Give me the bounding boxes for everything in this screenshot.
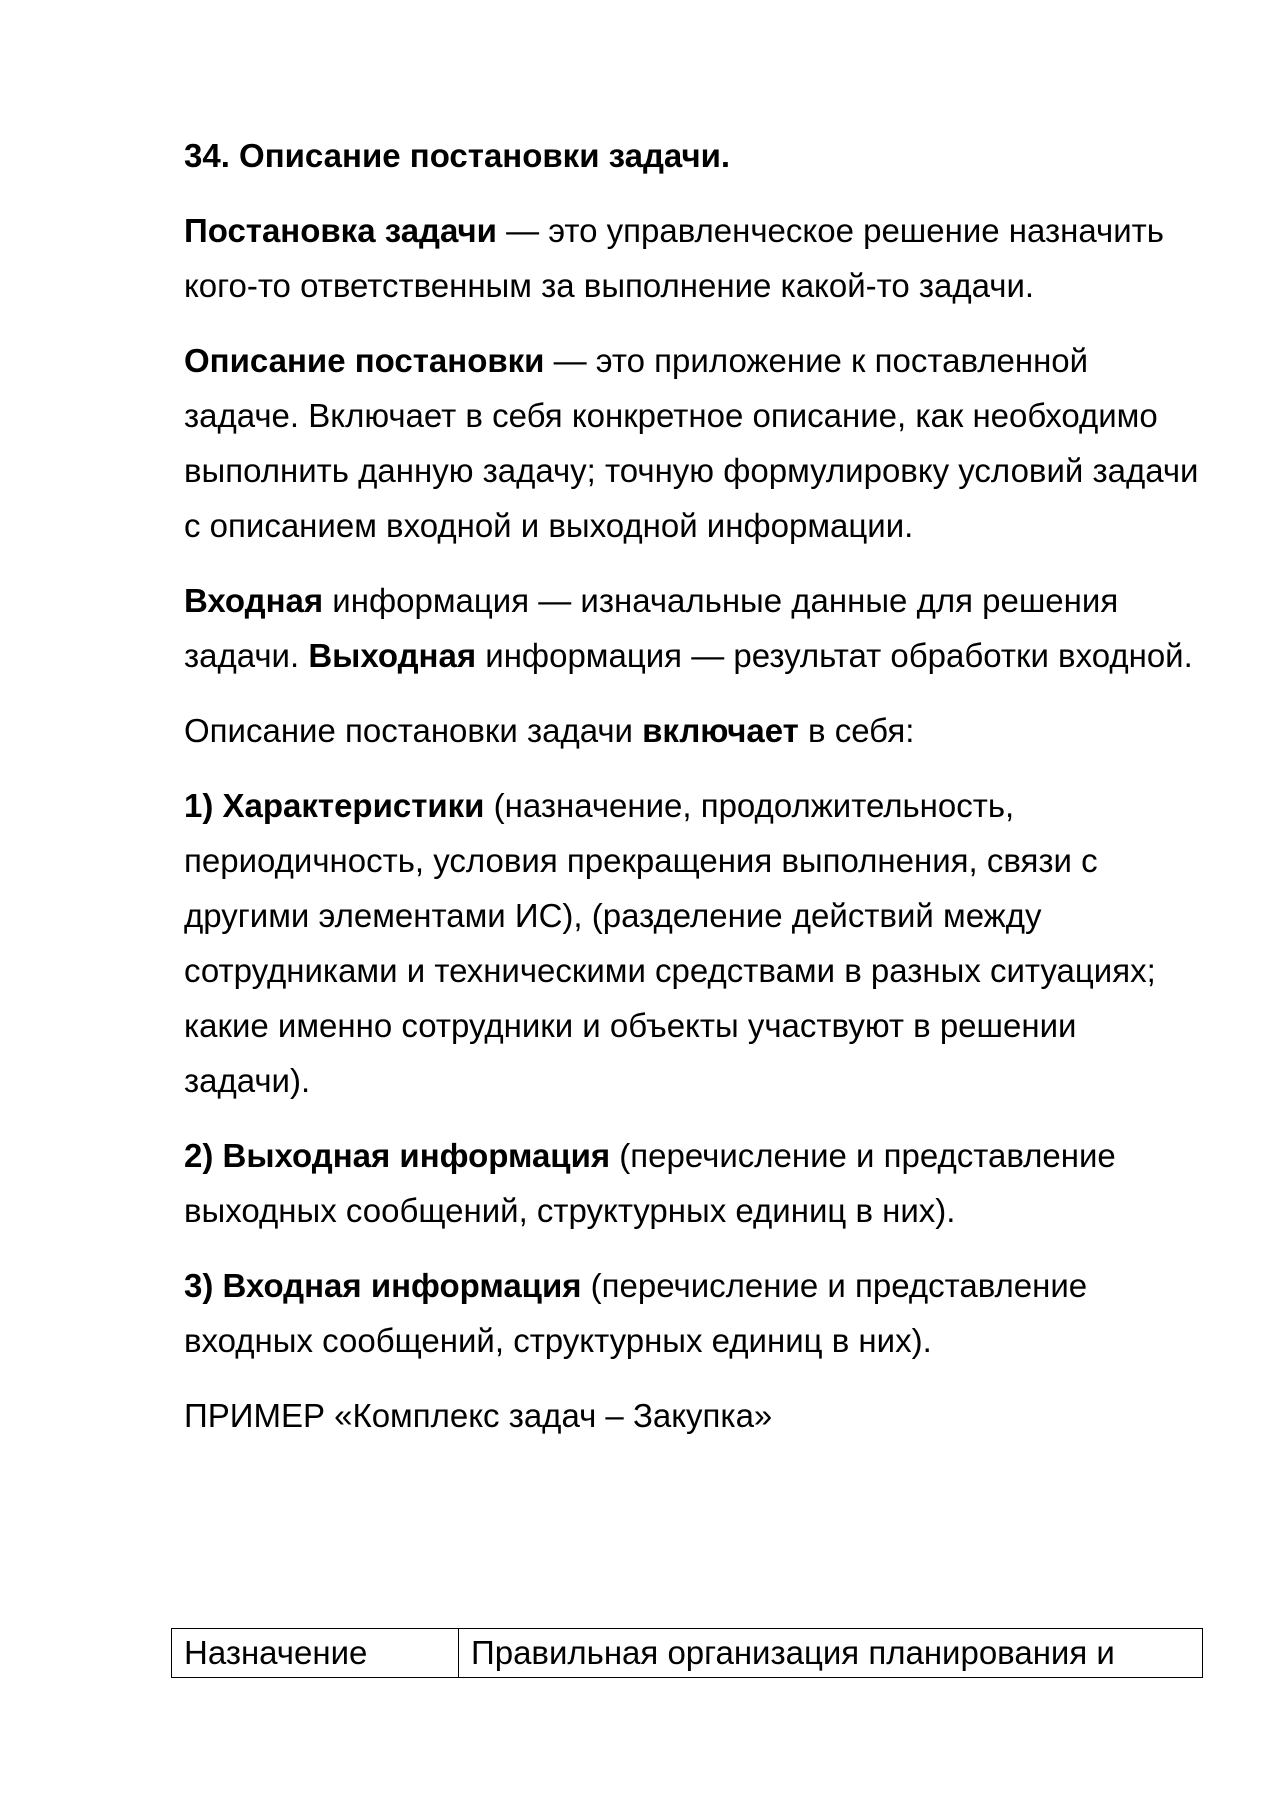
paragraph-includes (184, 703, 1204, 758)
term-description: Описание постановки (184, 342, 545, 379)
term-output: Выходная (308, 637, 477, 674)
term-input: Входная (184, 582, 324, 619)
list-item-text: (перечисление и представление входных сообщений, структурных единиц в них). (184, 1267, 1088, 1359)
paragraph-task-definition (184, 203, 1204, 313)
example-table (171, 1628, 1203, 1678)
term-includes: включает (642, 712, 799, 749)
definition-text: — это приложение к поставленной задаче. Включает в себя конкретное описание, как необходимо выполнить данную задачу; точную формулировку условий задачи с описанием входной и выходной информации. (184, 342, 1199, 544)
list-item-title: 3) Входная информация (184, 1267, 582, 1304)
paragraph-description-definition (184, 333, 1204, 553)
list-item-output-info (184, 1128, 1204, 1238)
includes-text-end: в себя: (798, 712, 915, 749)
list-item-title: 1) Характеристики (184, 787, 485, 824)
document-body (184, 128, 1204, 1463)
definition-text: — это управленческое решение назначить кого-то ответственным за выполнение какой-то задачи. (184, 212, 1164, 304)
list-item-text: (перечисление и представление выходных сообщений, структурных единиц в них). (184, 1137, 1116, 1229)
table-cell-label: Назначение (172, 1629, 459, 1678)
output-definition-text: информация — результат обработки входной. (476, 637, 1193, 674)
list-item-title: 2) Выходная информация (184, 1137, 611, 1174)
list-item-text: (назначение, продолжительность, периодичность, условия прекращения выполнения, связи с другими элементами ИС), (разделение действий между сотрудниками и техническими средствами в разных ситуациях; какие именно сотрудники и объекты участвуют в решении задачи). (184, 787, 1156, 1099)
includes-text-start: Описание постановки задачи (184, 712, 643, 749)
example-title: ПРИМЕР «Комплекс задач – Закупка» (184, 1397, 773, 1434)
section-heading: 34. Описание постановки задачи. (184, 137, 731, 174)
term-task-statement: Постановка задачи (184, 212, 497, 249)
input-definition-text: информация — изначальные данные для решения задачи. (184, 582, 1119, 674)
table-row (172, 1629, 1203, 1678)
list-item-input-info (184, 1258, 1204, 1368)
table-cell-value: Правильная организация планирования и (459, 1629, 1203, 1678)
list-item-characteristics (184, 778, 1204, 1108)
paragraph-input-output (184, 573, 1204, 683)
